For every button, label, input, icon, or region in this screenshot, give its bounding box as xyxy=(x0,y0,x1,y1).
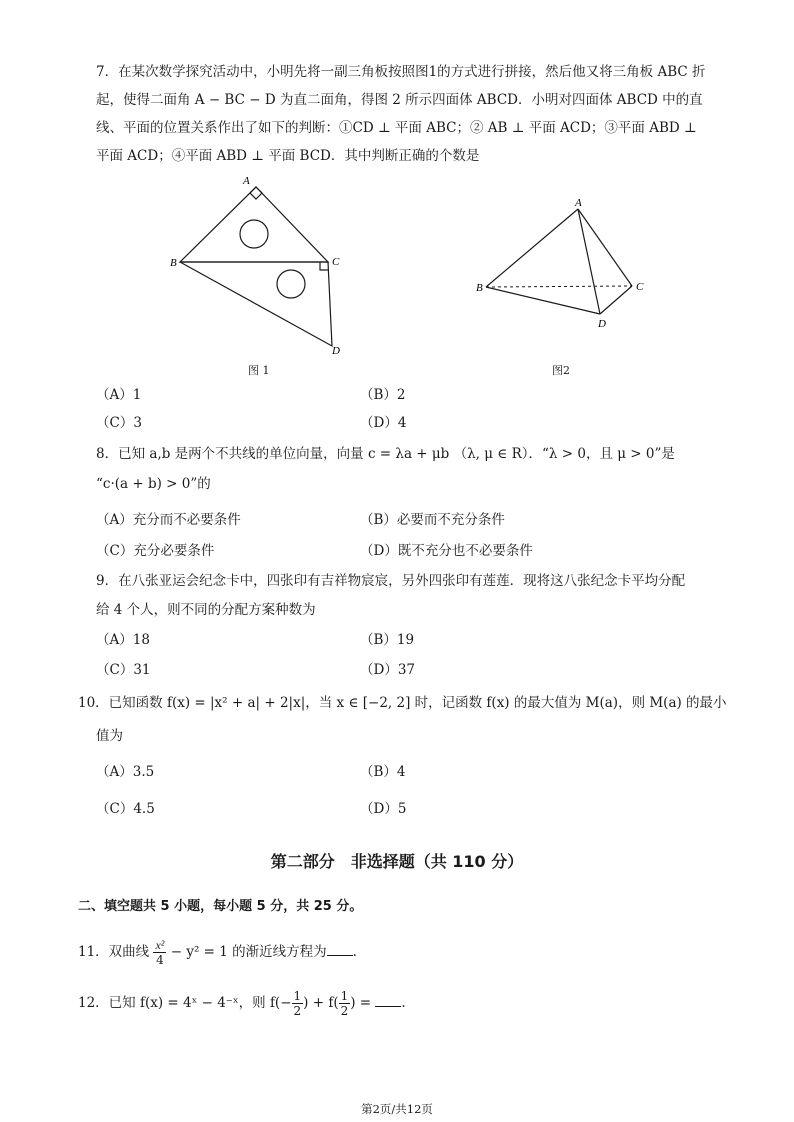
q12-frac2-den: 2 xyxy=(340,1004,349,1018)
q8-option-c: （C）充分必要条件 xyxy=(96,543,215,559)
q8-option-b: （B）必要而不充分条件 xyxy=(360,512,505,528)
q12-answer-blank[interactable] xyxy=(375,992,401,1007)
q12-frac2-num: 1 xyxy=(340,989,349,1003)
q12-mid: ) + f( xyxy=(303,995,339,1011)
q7-line1: 7．在某次数学探究活动中，小明先将一副三角板按照图1的方式进行拼接，然后他又将三角板 ABC 折 xyxy=(96,64,706,80)
q7-option-c: （C）3 xyxy=(96,415,142,431)
q11-end: . xyxy=(352,944,357,960)
q9-option-a: （A）18 xyxy=(96,632,150,648)
q11-fraction xyxy=(153,938,166,967)
fig1-label-b: B xyxy=(170,257,177,269)
part2-title: 第二部分 非选择题（共 110 分） xyxy=(270,852,524,871)
q11-suffix: − y² = 1 的渐近线方程为 xyxy=(170,944,327,960)
q8-option-d: （D）既不充分也不必要条件 xyxy=(360,543,533,559)
q8-line1: 8．已知 a,b 是两个不共线的单位向量，向量 c = λa + μb （λ, μ ∈ R）．“λ > 0，且 μ > 0”是 xyxy=(96,446,675,462)
q12-frac1-den: 2 xyxy=(293,1004,302,1018)
fig2-label-a: A xyxy=(575,197,582,209)
q8-option-a: （A）充分而不必要条件 xyxy=(96,512,241,528)
q8-line2: “c·(a + b) > 0”的 xyxy=(96,476,211,492)
q10-option-d: （D）5 xyxy=(360,801,407,817)
q12-line xyxy=(78,988,406,1018)
fig1-right-angle-a xyxy=(250,187,262,199)
q12-fraction-1 xyxy=(292,989,304,1018)
q10-option-a: （A）3.5 xyxy=(96,764,155,780)
q9-option-d: （D）37 xyxy=(360,662,416,678)
q7-line3: 线、平面的位置关系作出了如下的判断：①CD ⊥ 平面 ABC；② AB ⊥ 平面 ACD；③平面 ABD ⊥ xyxy=(96,120,697,136)
q11-prefix: 11．双曲线 xyxy=(78,944,150,960)
fig2-label-b: B xyxy=(476,282,483,294)
fig1-circle-upper xyxy=(240,220,268,248)
q7-option-a: （A）1 xyxy=(96,387,142,403)
q7-option-d: （D）4 xyxy=(360,415,407,431)
section2-heading: 二、填空题共 5 小题，每小题 5 分，共 25 分。 xyxy=(78,899,363,914)
figure-2 xyxy=(474,196,650,334)
fig1-triangle-abc xyxy=(180,187,328,262)
q12-fraction-2 xyxy=(339,989,351,1018)
fig1-caption: 图 1 xyxy=(248,364,270,377)
page-footer: 第2页/共12页 xyxy=(361,1102,433,1116)
q10-line1: 10．已知函数 f(x) = |x² + a| + 2|x|，当 x ∈ [−2, 2] 时，记函数 f(x) 的最大值为 M(a)，则 M(a) 的最小 xyxy=(78,695,727,711)
fig2-label-c: C xyxy=(636,281,644,293)
q9-line2: 给 4 个人，则不同的分配方案种数为 xyxy=(96,602,316,618)
q7-option-b: （B）2 xyxy=(360,387,406,403)
q9-option-b: （B）19 xyxy=(360,632,415,648)
q11-frac-den: 4 xyxy=(156,953,164,967)
fig2-label-d: D xyxy=(598,318,606,330)
q10-option-c: （C）4.5 xyxy=(96,801,155,817)
q7-line2: 起，使得二面角 A − BC − D 为直二面角，得图 2 所示四面体 ABCD．小明对四面体 ABCD 中的直 xyxy=(96,92,703,108)
fig1-triangle-bcd xyxy=(180,262,332,346)
q12-frac1-num: 1 xyxy=(293,989,302,1003)
fig1-label-a: A xyxy=(243,175,250,187)
fig2-caption: 图2 xyxy=(552,364,570,377)
q11-line xyxy=(78,937,357,967)
q9-option-c: （C）31 xyxy=(96,662,151,678)
q9-line1: 9．在八张亚运会纪念卡中，四张印有吉祥物宸宸，另外四张印有莲莲．现将这八张纪念卡平均分配 xyxy=(96,573,686,589)
q10-line2: 值为 xyxy=(96,728,123,744)
q12-prefix: 12．已知 f(x) = 4ˣ − 4⁻ˣ，则 f(− xyxy=(78,995,292,1011)
figure-1 xyxy=(168,172,348,358)
q11-frac-num: x² xyxy=(155,938,165,952)
q11-answer-blank[interactable] xyxy=(327,941,353,956)
fig1-label-d: D xyxy=(332,345,340,357)
q12-end: . xyxy=(401,995,406,1011)
q10-option-b: （B）4 xyxy=(360,764,406,780)
q7-line4: 平面 ACD；④平面 ABD ⊥ 平面 BCD．其中判断正确的个数是 xyxy=(96,148,480,164)
q12-suffix: ) = xyxy=(350,995,372,1011)
fig1-label-c: C xyxy=(332,256,340,268)
fig1-circle-lower xyxy=(277,270,305,298)
